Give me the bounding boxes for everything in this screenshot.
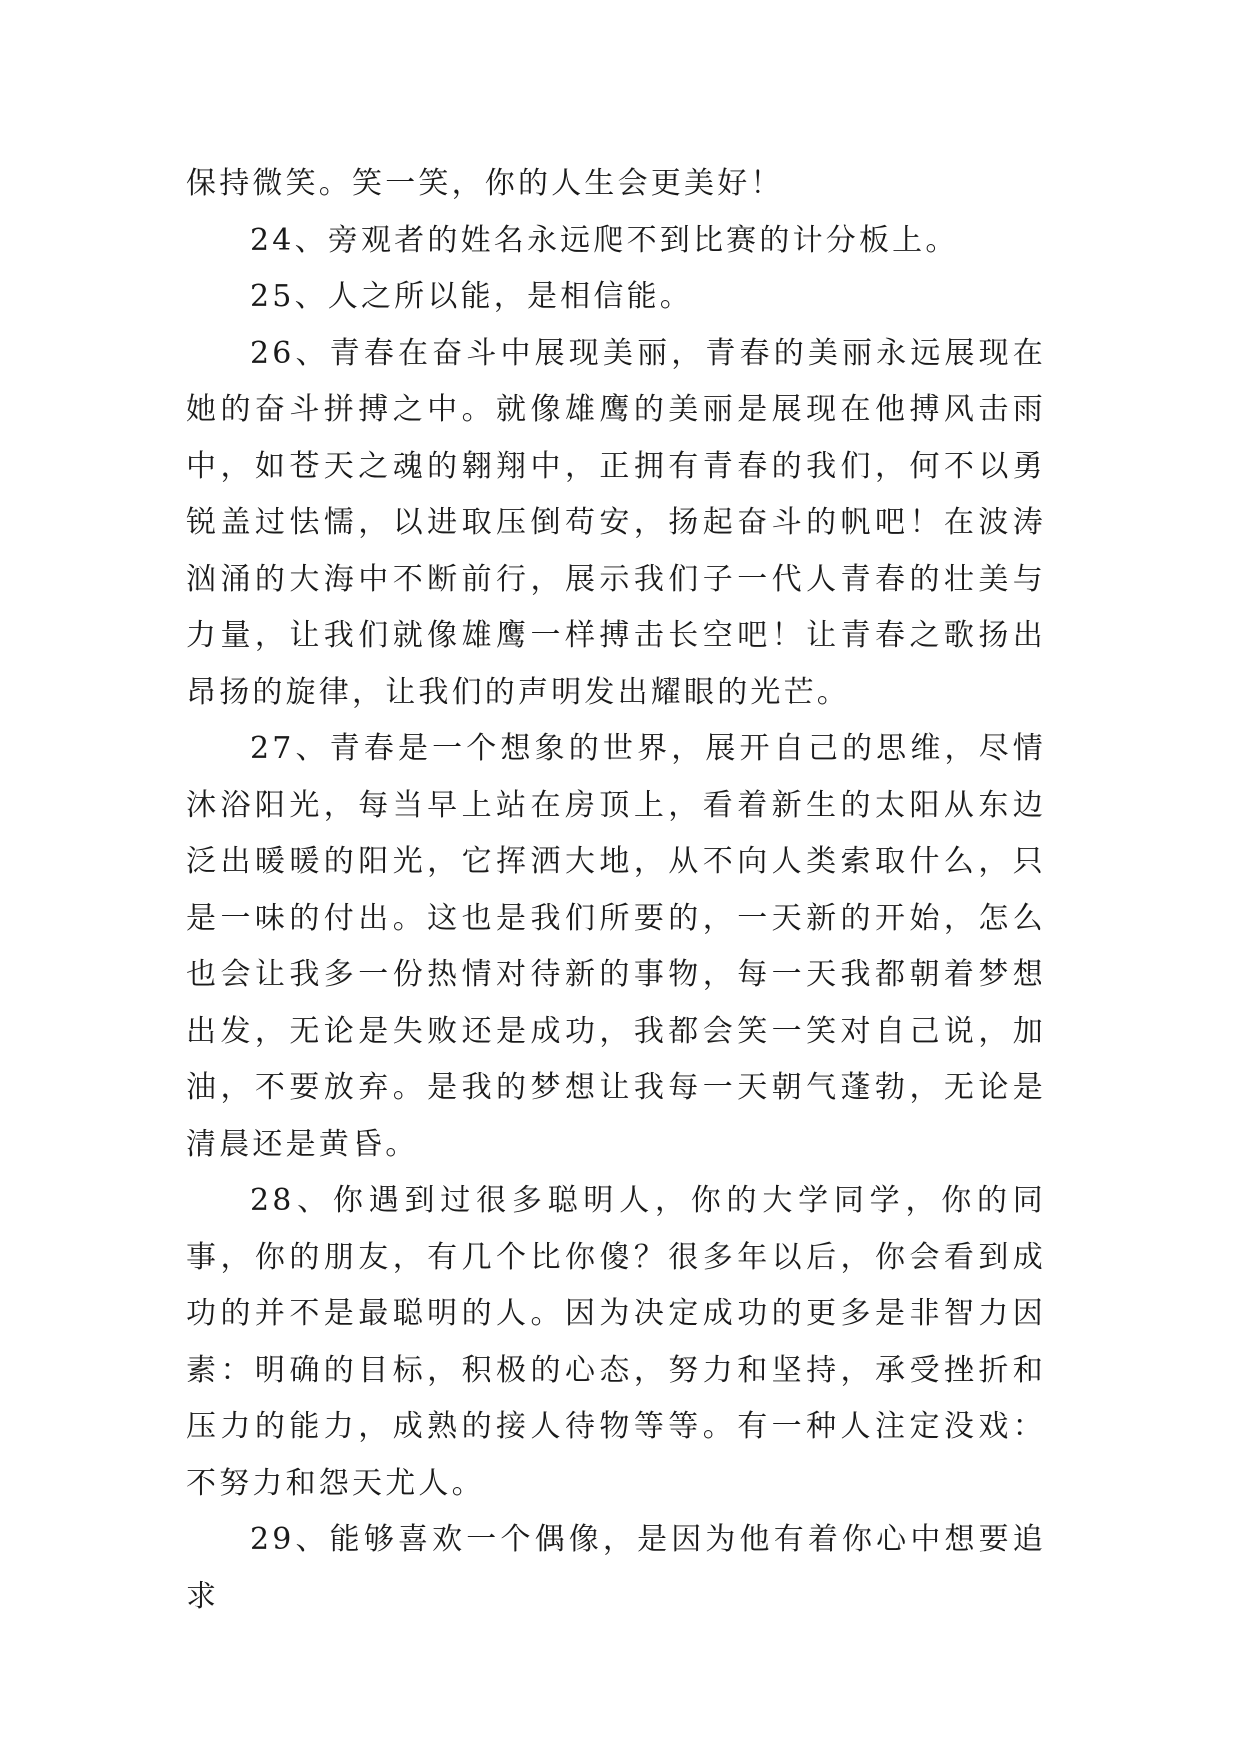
paragraph-24: 24、旁观者的姓名永远爬不到比赛的计分板上。 [250,222,959,258]
paragraph-28: 28、你遇到过很多聪明人，你的大学同学，你的同事，你的朋友，有几个比你傻？很多年以后，你会看到成功的并不是最聪明的人。因为决定成功的更多是非智力因素：明确的目标，积极的心态，努力和坚持，承受挫折和压力的能力，成熟的接人待物等等。有一种人注定没戏：不努力和怨天尤人。 [186,1183,1046,1501]
paragraph-27: 27、青春是一个想象的世界，展开自己的思维，尽情沐浴阳光，每当早上站在房顶上，看着新生的太阳从东边泛出暖暖的阳光，它挥洒大地，从不向人类索取什么，只是一味的付出。这也是我们所要的，一天新的开始，怎么也会让我多一份热情对待新的事物，每一天我都朝着梦想出发，无论是失败还是成功，我都会笑一笑对自己说，加油，不要放弃。是我的梦想让我每一天朝气蓬勃，无论是清晨还是黄昏。 [186,731,1046,1162]
paragraph-29: 29、能够喜欢一个偶像，是因为他有着你心中想要追求 [186,1522,1046,1614]
paragraph-continuation: 保持微笑。笑一笑，你的人生会更美好！ [186,166,784,201]
document-body [186,156,1046,1625]
paragraph-25: 25、人之所以能，是相信能。 [250,279,693,314]
paragraph-26: 26、青春在奋斗中展现美丽，青春的美丽永远展现在她的奋斗拼搏之中。就像雄鹰的美丽是展现在他搏风击雨中，如苍天之魂的翱翔中，正拥有青春的我们，何不以勇锐盖过怯懦，以进取压倒苟安，扬起奋斗的帆吧！在波涛汹涌的大海中不断前行，展示我们子一代人青春的壮美与力量，让我们就像雄鹰一样搏击长空吧！让青春之歌扬出昂扬的旋律，让我们的声明发出耀眼的光芒。 [186,335,1046,710]
